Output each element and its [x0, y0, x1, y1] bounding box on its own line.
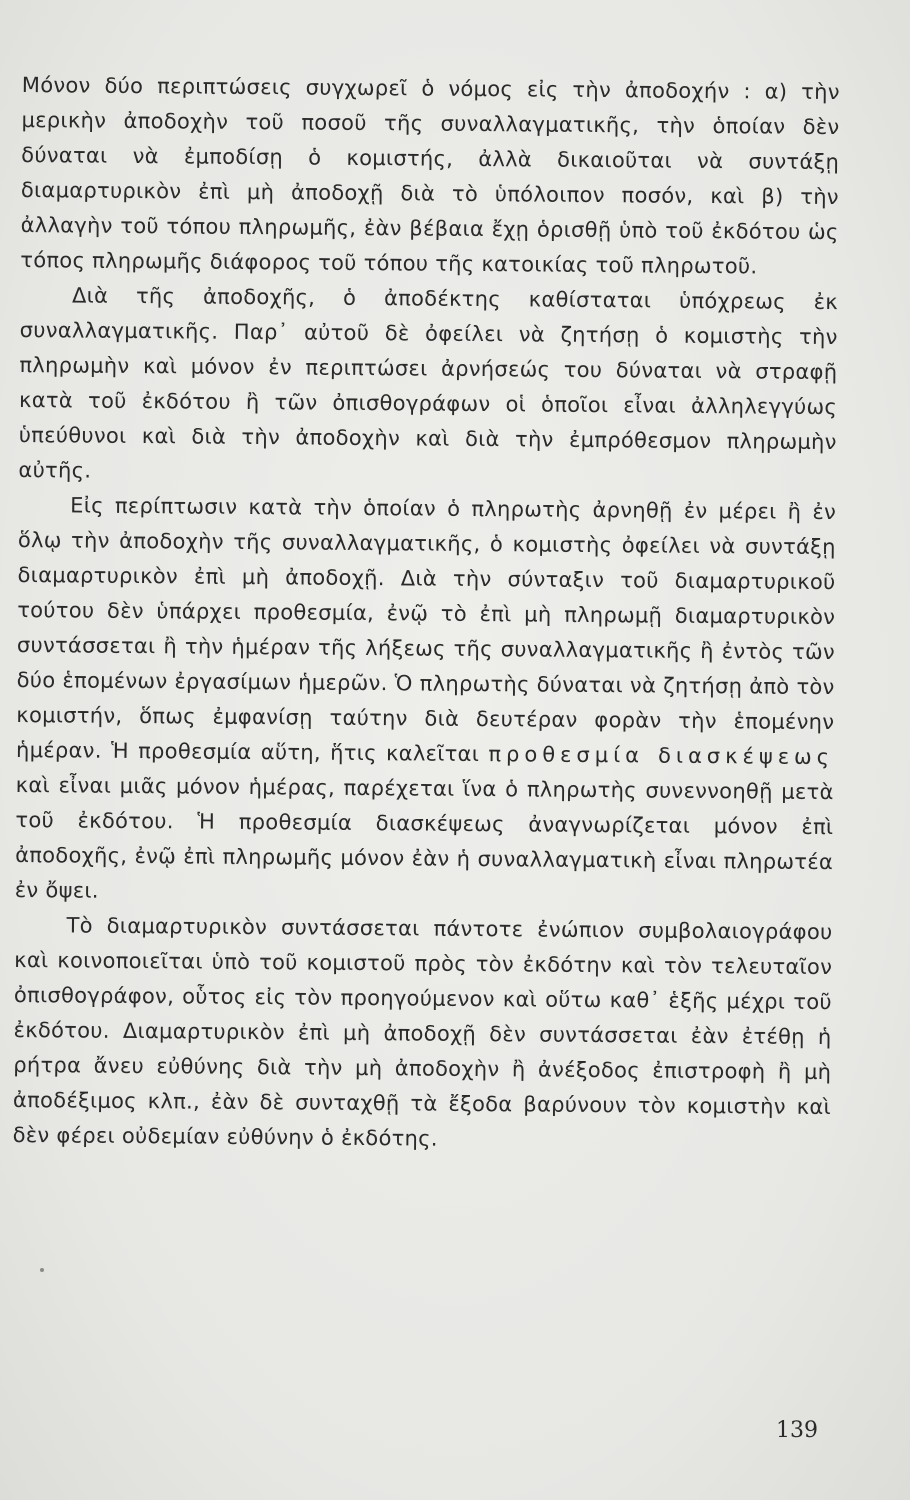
- paragraph-3-text-after: καὶ εἶναι μιᾶς μόνον ἡμέρας, παρέχεται ἵνα ὁ πληρωτὴς συνεννοηθῇ μετὰ τοῦ ἐκδότου. Ἡ προθεσμία διασκέψεως ἀναγνωρίζεται μόνον ἐπὶ ἀποδοχῆς, ἐνῷ ἐπὶ πληρωμῆς μόνον ἐὰν ἡ συναλλαγματικὴ εἶναι πληρωτέα ἐν ὄψει.: [14, 772, 834, 903]
- paragraph-4: Τὸ διαμαρτυρικὸν συντάσσεται πάντοτε ἐνώπιον συμβολαιογράφου καὶ κοινοποιεῖται ὑπὸ τοῦ κομιστοῦ πρὸς τὸν ἐκδότην καὶ τὸν τελευταῖον ὀπισθογράφον, οὗτος εἰς τὸν προηγούμενον καὶ οὕτω καθ᾽ ἑξῆς μέχρι τοῦ ἐκδότου. Διαμαρτυρικὸν ἐπὶ μὴ ἀποδοχῇ δὲν συντάσσεται ἐὰν ἐτέθῃ ἡ ρήτρα ἄνευ εὐθύνης διὰ τὴν μὴ ἀποδοχὴν ἢ ἀνέξοδος ἐπιστροφὴ ἢ μὴ ἀποδέξιμος κλπ., ἐὰν δὲ συνταχθῇ τὰ ἔξοδα βαρύνουν τὸν κομιστὴν καὶ δὲν φέρει οὐδεμίαν εὐθύνην ὁ ἐκδότης.: [12, 913, 833, 1151]
- page-number: 139: [776, 1418, 818, 1443]
- print-speck: [40, 1268, 44, 1272]
- paragraph-3-text-before: Εἰς περίπτωσιν κατὰ τὴν ὁποίαν ὁ πληρωτὴς ἀρνηθῇ ἐν μέρει ἢ ἐν ὅλῳ τὴν ἀποδοχὴν τῆς συναλλαγματικῆς, ὁ κομιστὴς ὀφείλει νὰ συντάξῃ διαμαρτυρικὸν ἐπὶ μὴ ἀποδοχῇ. Διὰ τὴν σύνταξιν τοῦ διαμαρτυρικοῦ τούτου δὲν ὑπάρχει προθεσμία, ἐνῷ τὸ ἐπὶ μὴ πληρωμῇ διαμαρτυρικὸν συντάσσεται ἢ τὴν ἡμέραν τῆς λήξεως τῆς συναλλαγματικῆς ἢ ἐντὸς τῶν δύο ἑπομένων ἐργασίμων ἡμερῶν. Ὁ πληρωτὴς δύναται νὰ ζητήσῃ ἀπὸ τὸν κομιστήν, ὅπως ἐμφανίσῃ ταύτην διὰ δευτέραν φορὰν τὴν ἑπομένην ἡμέραν. Ἡ προθεσμία αὕτη, ἥτις καλεῖται: [15, 493, 837, 767]
- paragraph-1: Μόνον δύο περιπτώσεις συγχωρεῖ ὁ νόμος εἰς τὴν ἀποδοχήν : α) τὴν μερικὴν ἀποδοχὴν τοῦ ποσοῦ τῆς συναλλαγματικῆς, τὴν ὁποίαν δὲν δύναται νὰ ἐμποδίσῃ ὁ κομιστής, ἀλλὰ δικαιοῦται νὰ συντάξῃ διαμαρτυρικὸν ἐπὶ μὴ ἀποδοχῇ διὰ τὸ ὑπόλοιπον ποσόν, καὶ β) τὴν ἀλλαγὴν τοῦ τόπου πληρωμῆς, ἐὰν βέβαια ἔχῃ ὁρισθῇ ὑπὸ τοῦ ἐκδότου ὡς τόπος πληρωμῆς διάφορος τοῦ τόπου τῆς κατοικίας τοῦ πληρωτοῦ.: [20, 72, 840, 279]
- body-text: [13, 68, 840, 1160]
- paragraph-3: [15, 488, 837, 915]
- paragraph-2: Διὰ τῆς ἀποδοχῆς, ὁ ἀποδέκτης καθίσταται ὑπόχρεως ἐκ συναλλαγματικῆς. Παρ᾽ αὐτοῦ δὲ ὀφείλει νὰ ζητήσῃ ὁ κομιστὴς τὴν πληρωμὴν καὶ μόνον ἐν περιπτώσει ἀρνήσεώς του δύναται νὰ στραφῇ κατὰ τοῦ ἐκδότου ἢ τῶν ὀπισθογράφων οἱ ὁποῖοι εἶναι ἀλληλεγγύως ὑπεύθυνοι καὶ διὰ τὴν ἀποδοχὴν καὶ διὰ τὴν ἐμπρόθεσμον πληρωμὴν αὐτῆς.: [18, 283, 839, 483]
- paragraph-3-spaced-term: προθεσμία διασκέψεως: [488, 742, 835, 770]
